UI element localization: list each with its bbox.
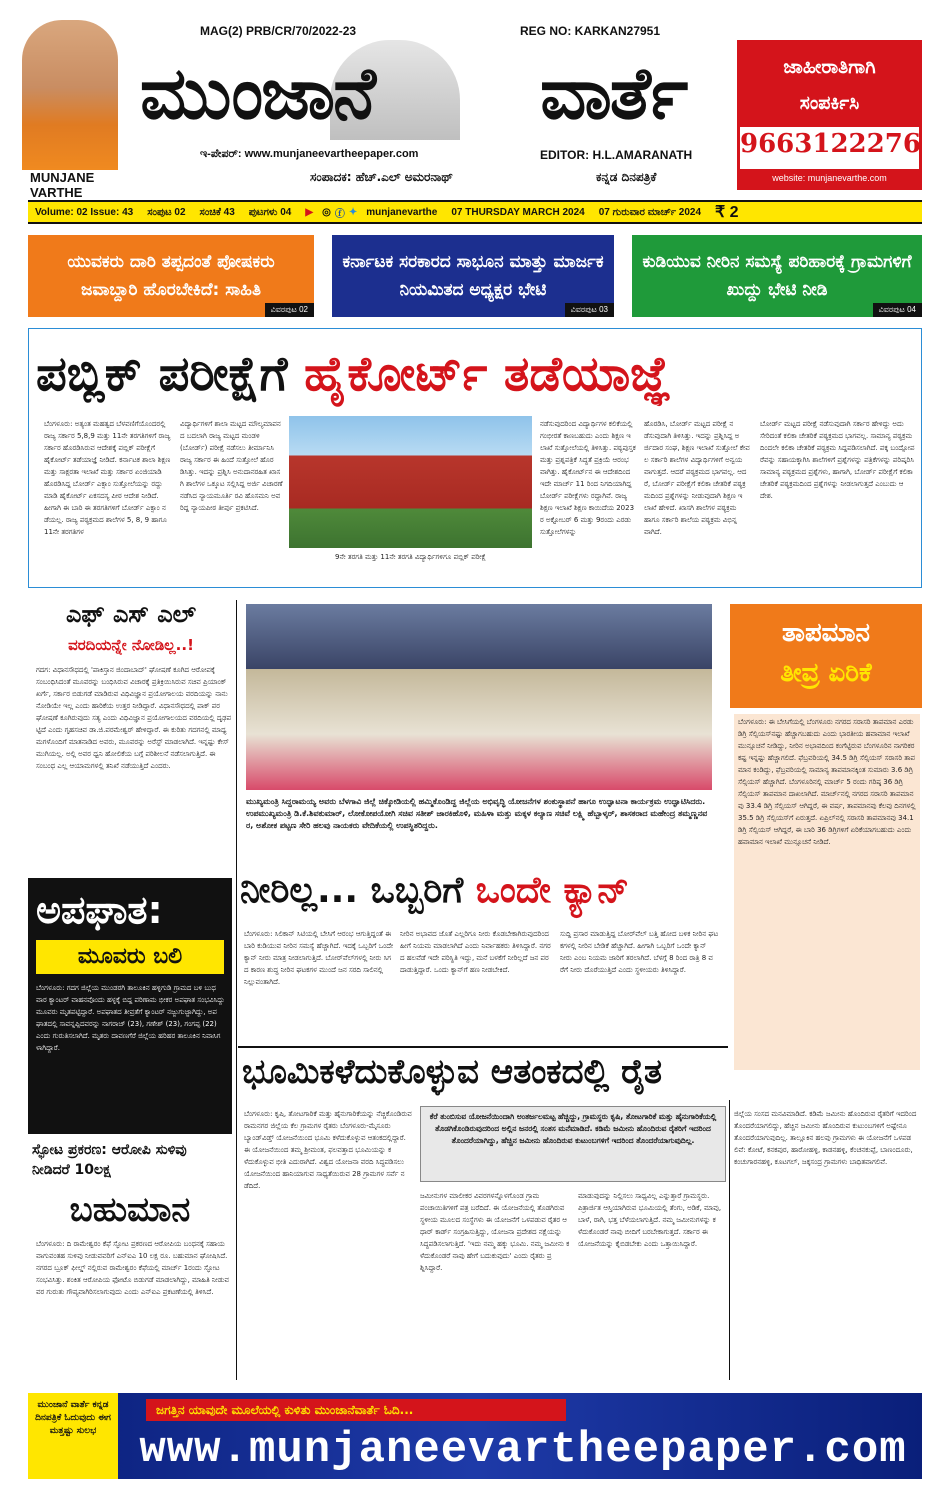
temperature-head2: ತೀವ್ರ ಏರಿಕೆ [780,658,872,688]
fsl-subhead: ವರದಿಯನ್ನೇ ನೋಡಿಲ್ಲ..! [68,636,194,654]
high-court-caption: 9ನೇ ತರಗತಿ ಮತ್ತು 11ನೇ ತರಗತಿ ವಿದ್ಯಾರ್ಥಿಗಳಿಗೂ ಪಬ್ಲಿಕ್ ಪರೀಕ್ಷೆ [335,553,486,561]
land-col-2: ಜಮೀನುಗಳ ಮಾಲೀಕರ ವಿವರಗಳನ್ನೊಳಗೊಂಡ ಗ್ರಾಮ ಪಂಚಾಯಿತಿಗಳಿಗೆ ಪತ್ರ ಬರೆದಿದೆ. ಈ ಯೋಜನೆಯಲ್ಲಿ ತೊಡಗಿರುವ ಸ್ಥಳೀಯ ಮೂಲದ ಸಂಸ್ಥೆಗಳು ಈ ಯೋಜನೆಗೆ ಒಳಪಡುವ ರೈತರ ಆಧಾರ್ ಕಾರ್ಡ್ ಸಂಗ್ರಹಿಸುತ್ತಿದ್ದು, ಯೋಜನಾ ಪ್ರದೇಶದ ನಕ್ಷೆಯನ್ನು ಸಿದ್ಧಪಡಿಸಲಾಗುತ್ತಿದೆ. 'ಇದು ನಮ್ಮ ಹಕ್ಕು ಭೂಮಿ. ನಮ್ಮ ಜಮೀನು ಕಳೆದುಕೊಂಡರೆ ನಾವು ಹೇಗೆ ಬದುಕುವುದು' ಎಂದು ರೈತರು ಪ್ರಶ್ನಿಸಿದ್ದಾರೆ. [420,1192,570,1272]
land-headline: ಭೂಮಿಕಳೆದುಕೊಳ್ಳುವ ಆತಂಕದಲ್ಲಿ ರೈತ [242,1052,662,1092]
banner-left-note: ಮುಂಜಾನೆ ವಾರ್ತೆ ಕನ್ನಡ ದಿನಪತ್ರಿಕೆ ಓದುವುದು ಈಗ ಮತ್ತಷ್ಟು ಸುಲಭ [28,1393,118,1479]
pages: ಪುಟಗಳು 04 [248,206,292,218]
advert-title [740,43,919,127]
date-en: 07 THURSDAY MARCH 2024 [451,206,585,218]
teaser-3-text: ಕುಡಿಯುವ ನೀರಿನ ಸಮಸ್ಯೆ ಪರಿಹಾರಕ್ಕೆ ಗ್ರಾಮಗಳಿಗೆ ಖುದ್ದು ಭೇಟಿ ನೀಡಿ [642,252,912,300]
column-rule-right [729,1100,730,1380]
teaser-2[interactable] [332,235,614,317]
column-rule-left [236,600,237,1380]
water-col-3: ಸುದ್ದಿ ಪ್ರಸಾರ ಮಾಡುತ್ತಿದ್ದ ಬೋರ್‌ವೆಲ್ ಬತ್ತಿ ಹೋದ ಬಳಿಕ ನೀರಿನ ಘಟಕಗಳಲ್ಲಿ ನೀರಿನ ಬೇಡಿಕೆ ಹೆಚ್ಚಾಗಿದೆ. ಹೀಗಾಗಿ ಒಬ್ಬರಿಗೆ ಒಂದೇ ಕ್ಯಾನ್ ನೀರು ಎಂಬ ನಿಯಮ ಜಾರಿಗೆ ತರಲಾಗಿದೆ. ಬೆಳಗ್ಗೆ 8 ರಿಂದ ರಾತ್ರಿ 8 ವರೆಗೆ ನೀರು ದೊರೆಯುತ್ತಿದೆ ಎಂದು ಸ್ಥಳೀಯರು ತಿಳಿಸಿದ್ದಾರೆ. [560,930,719,974]
advert-website[interactable]: website: munjanevarthe.com [740,169,919,187]
samputa: ಸಂಪುಟ 02 [147,206,186,218]
editor-kn: ಸಂಪಾದಕ: ಹೆಚ್.ಎಲ್ ಅಮರನಾಥ್ [310,170,453,184]
daily-label: ಕನ್ನಡ ದಿನಪತ್ರಿಕೆ [596,170,657,184]
social-handle[interactable]: munjanevarthe [366,206,438,218]
price: ₹ 2 [715,204,739,221]
high-court-photo [289,416,532,548]
water-headline-black: ನೀರಿಲ್ಲ... ಒಬ್ಬರಿಗೆ [240,870,464,911]
teaser-1[interactable] [28,235,314,317]
accident-head2: ಮೂವರು ಬಲಿ [36,940,224,974]
lead-headline [36,346,916,403]
brand-name: MUNJANE VARTHE [30,170,95,200]
fsl-body: ಗದಗ: ವಿಧಾನಸೌಧದಲ್ಲಿ 'ಪಾಕಿಸ್ತಾನ ಜಿಂದಾಬಾದ್' ಘೋಷಣೆ ಕೂಗಿದ ಆರೋಪಕ್ಕೆ ಸಂಬಂಧಿಸಿದಂತೆ ಮೂವರನ್ನು ಬಂಧಿಸಿರುವ ವಿಚಾರಕ್ಕೆ ಪ್ರತಿಕ್ರಿಯಿಸಿರುವ ಸಚಿವ ಪ್ರಿಯಾಂಕ್ ಖರ್ಗೆ, ಸರ್ಕಾರ ಬಿಡುಗಡೆ ಮಾಡಿರುವ ವಿಧಿವಿಜ್ಞಾನ ಪ್ರಯೋಗಾಲಯ ವರದಿಯನ್ನು ನಾನು ನೋಡಿಯೇ ಇಲ್ಲ ಎಂದು ಹಾರಿಕೆಯ ಉತ್ತರ ನೀಡಿದ್ದಾರೆ. ವಿಧಾನಸೌಧದಲ್ಲಿ ಪಾಕ್ ಪರ ಘೋಷಣೆ ಕೂಗಿರುವುದು ಸತ್ಯ ಎಂದು ವಿಧಿವಿಜ್ಞಾನ ಪ್ರಯೋಗಾಲಯದ ವರದಿಯಲ್ಲಿ ದೃಢಪಟ್ಟಿದೆ ಎಂದು ಗೃಹಸಚಿವ ಡಾ.ಜಿ.ಪರಮೇಶ್ವರ್ ಹೇಳಿದ್ದಾರೆ. ಈ ಕುರಿತು ಗದಗನಲ್ಲಿ ಮಾಧ್ಯಮಗಳೊಂದಿಗೆ ಮಾತನಾಡಿದ ಅವರು, ಮೂವರನ್ನು ಅರೆಸ್ಟ್ ಮಾಡಲಾಗಿದೆ. ಇನ್ನಷ್ಟು ಕೇಸ್ ಮುಗಿಯಲ್ಲ. ಅಲ್ಲಿ ಅವರ ಧ್ವನಿ ಹೋಲಿಕೆಯ ಬಗ್ಗೆ ಪರಿಶೀಲನೆ ನಡೆಸಲಾಗುತ್ತಿದೆ. ಈ ಸಂಬಂಧ ಎಲ್ಲ ಆಯಾಮಗಳಲ್ಲಿ ತನಿಖೆ ನಡೆಯುತ್ತಿದೆ ಎಂದರು. [36,666,232,770]
temperature-header [730,604,922,708]
issue-info-bar [28,200,922,224]
banner-url[interactable]: www.munjaneevartheepaper.com [139,1425,907,1475]
lead-col-1: ಬೆಂಗಳೂರು: ಅತ್ಯಂತ ಮಹತ್ವದ ಬೆಳವಣಿಗೆಯೊಂದರಲ್ಲಿ ರಾಜ್ಯ ಸರ್ಕಾರ 5,8,9 ಮತ್ತು 11ನೇ ತರಗತಿಗಳಿಗೆ ರಾಜ್ಯ ಸರ್ಕಾರ ಹೊರಡಿಸಿರುವ ಆದೇಶಕ್ಕೆ ಪಬ್ಲಿಕ್ ಪರೀಕ್ಷೆಗೆ ಹೈಕೋರ್ಟ್ ತಡೆಯಾಜ್ಞೆ ನೀಡಿದೆ. ಕರ್ನಾಟಕ ಶಾಲಾ ಶಿಕ್ಷಣ ಮತ್ತು ಸಾಕ್ಷರತಾ ಇಲಾಖೆ ಮತ್ತು ಸರ್ಕಾರ ಏಂಜಿಯಾಡಿ ಹೊರಡಿಸಿದ್ದ ಬೋರ್ಡ್ ಎಕ್ಸಾಂ ಸುತ್ತೋಲೆಯನ್ನು ರದ್ದು ಮಾಡಿ ಹೈಕೋರ್ಟ್ ಏಕಸದಸ್ಯ ಪೀಠ ಆದೇಶ ನೀಡಿದೆ. ಹೀಗಾಗಿ ಈ ಬಾರಿ ಈ ತರಗತಿಗಳಿಗೆ ಬೋರ್ಡ್ ಎಕ್ಸಾಂ ನಡೆಯಲ್ಲ. ರಾಜ್ಯ ಪಠ್ಯಕ್ರಮದ ಶಾಲೆಗಳ 5, 8, 9 ಹಾಗೂ 11ನೇ ತರಗತಿಗಳ [44,420,171,536]
blast-body: ಬೆಂಗಳೂರು: ದಿ ರಾಮೇಶ್ವರಂ ಕೆಫೆ ಸ್ಫೋಟ ಪ್ರಕರಣದ ಆರೋಪಿಯ ಬಂಧನಕ್ಕೆ ಸಹಾಯವಾಗುವಂತಹ ಸುಳಿವು ನೀಡುವವರಿಗೆ ಎನ್ಐಎ 10 ಲಕ್ಷ ರೂ. ಬಹುಮಾನ ಘೋಷಿಸಿದೆ. ನಗರದ ಬ್ರೂಕ್ ಫೀಲ್ಡ್ ನಲ್ಲಿರುವ ರಾಮೇಶ್ವರಂ ಕೆಫೆಯಲ್ಲಿ ಮಾರ್ಚ್ 1ರಂದು ಸ್ಫೋಟ ಸಂಭವಿಸಿತ್ತು. ಶಂಕಿತ ಆರೋಪಿಯ ಫೋಟೊ ಬಿಡುಗಡೆ ಮಾಡಲಾಗಿದ್ದು, ಮಾಹಿತಿ ನೀಡುವವರ ಗುರುತು ಗೌಪ್ಯವಾಗಿರಿಸಲಾಗುವುದು ಎಂದು ಎನ್ಐಎ ಪ್ರಕಟಣೆಯಲ್ಲಿ ತಿಳಿಸಿದೆ. [36,1240,230,1296]
volume: Volume: 02 Issue: 43 [35,206,134,218]
sanchike: ಸಂಚಿಕೆ 43 [199,206,235,218]
logo-right: ವಾರ್ತೆ [540,51,687,135]
land-col-4: ಜಿಲ್ಲೆಯ ಸಂಸದ ಮನವಿಮಾಡಿದೆ. ಕಡಿಮೆ ಜಮೀನು ಹೊಂದಿರುವ ರೈತರಿಗೆ ಇದರಿಂದ ತೊಂದರೆಯಾಗಲಿದ್ದು, ಹೆಚ್ಚಿನ ಜಮೀನು ಹೊಂದಿರುವ ಕುಟುಂಬಗಳಿಗೆ ಅಷ್ಟೇನೂ ತೊಂದರೆಯಾಗುವುದಿಲ್ಲ. ತಾಲ್ಲೂಕಿನ ಹಲವು ಗ್ರಾಮಗಳು ಈ ಯೋಜನೆಗೆ ಒಳಪಡಲಿವೆ: ಕೋಟೆ, ಕನಕಪುರ, ಹಾರೋಹಳ್ಳಿ, ಕಾಡನಹಳ್ಳಿ, ಕೆಂಚನಕುಪ್ಪೆ, ಬಾಣಂದೂರು, ಕಂಚುಗಾರನಹಳ್ಳಿ, ಕೂಟಗಲ್, ಜಕ್ಕಸಂದ್ರ ಗ್ರಾಮಗಳು ಬಾಧಿತವಾಗಲಿವೆ. [734,1110,917,1166]
lead-col-2: ವಿದ್ಯಾರ್ಥಿಗಳಿಗೆ ಶಾಲಾ ಮಟ್ಟದ ಮೌಲ್ಯಮಾಪನದ ಬದಲಾಗಿ ರಾಜ್ಯ ಮಟ್ಟದ ಮಂಡಳಿ (ಬೋರ್ಡ್) ಪರೀಕ್ಷೆ ನಡೆಸಲು ತೀರ್ಮಾನಿಸಿ ರಾಜ್ಯ ಸರ್ಕಾರ ಈ ಹಿಂದೆ ಸುತ್ತೋಲೆ ಹೊರಡಿಸಿತ್ತು. ಇದನ್ನು ಪ್ರಶ್ನಿಸಿ ಅನುದಾನರಹಿತ ಖಾಸಗಿ ಶಾಲೆಗಳ ಒಕ್ಕೂಟ ಸಲ್ಲಿಸಿದ್ದ ಅರ್ಜಿ ವಿಚಾರಣೆ ನಡೆಸಿದ ನ್ಯಾಯಮೂರ್ತಿ ರವಿ ಹೊಸಮನಿ ಅವರಿದ್ದ ನ್ಯಾಯಪೀಠ ತೀರ್ಪು ಪ್ರಕಟಿಸಿದೆ. [180,420,283,512]
teaser-3[interactable] [632,235,922,317]
epaper-link[interactable]: ಇ-ಪೇಪರ್: www.munjaneevartheepaper.com [200,148,419,160]
lead-headline-red: ಹೈಕೋರ್ಟ್ ತಡೆಯಾಜ್ಞೆ [304,346,672,402]
advert-phone[interactable]: 9663122276 [740,129,921,159]
logo-left: ಮುಂಜಾನೆ [140,51,374,135]
water-col-1: ಬೆಂಗಳೂರು: ಸಿಲಿಕಾನ್ ಸಿಟಿಯಲ್ಲಿ ಬೇಸಿಗೆ ಆರಂಭ ಆಗುತ್ತಿದ್ದಂತೆ ಈ ಬಾರಿ ಕುಡಿಯುವ ನೀರಿನ ಸಮಸ್ಯೆ ಹೆಚ್ಚಾಗಿದೆ. ಇದಕ್ಕೆ ಒಬ್ಬರಿಗೆ ಒಂದೇ ಕ್ಯಾನ್ ನೀರು ಮಾತ್ರ ನೀಡಲಾಗುತ್ತಿದೆ. ಬೋರ್‌ವೆಲ್‌ಗಳಲ್ಲಿ ನೀರು ಸಿಗದ ಕಾರಣ ಶುದ್ಧ ನೀರಿನ ಘಟಕಗಳ ಮುಂದೆ ಜನ ಸರದಿ ಸಾಲಿನಲ್ಲಿ ನಿಲ್ಲುವಂತಾಗಿದೆ. [244,930,394,986]
lead-col-3: ನಡೆಸುವುದರಿಂದ ವಿದ್ಯಾರ್ಥಿಗಳ ಕಲಿಕೆಯಲ್ಲಿ ಗಂಭೀರತೆ ಕಾಣಬಹುದು ಎಂದು ಶಿಕ್ಷಣ ಇಲಾಖೆ ಸುತ್ತೋಲೆಯಲ್ಲಿ ತಿಳಿಸಿತ್ತು. ಪಠ್ಯಪುಸ್ತಕ ಮತ್ತು ಪ್ರಶ್ನಪತ್ರಿಕೆ ಸಿದ್ಧತೆ ಪ್ರಕ್ರಿಯೆ ಆರಂಭವಾಗಿತ್ತು. ಹೈಕೋರ್ಟ್‌ನ ಈ ಆದೇಶದಿಂದ ಇದೇ ಮಾರ್ಚ್ 11 ರಿಂದ ನಿಗದಿಯಾಗಿದ್ದ ಬೋರ್ಡ್ ಪರೀಕ್ಷೆಗಳು ರದ್ದಾಗಿವೆ. ರಾಜ್ಯ ಶಿಕ್ಷಣ ಇಲಾಖೆ ಶಿಕ್ಷಣ ಕಾಯಿದೆಯ 2023ರ ಅಕ್ಟೋಬರ್ 6 ಮತ್ತು 9ರಂದು ಎರಡು ಸುತ್ತೋಲೆಗಳನ್ನು [540,420,636,536]
reg-left: MAG(2) PRB/CR/70/2022-23 [200,24,357,38]
cm-event-photo [246,604,712,790]
teaser-3-tag: ವಿವರಪುಟ 04 [873,303,922,317]
epaper-banner[interactable] [28,1393,922,1479]
masthead [0,0,945,200]
reg-right: REG NO: KARKAN27951 [520,24,661,38]
instagram-icon[interactable]: ◎ [322,206,331,218]
accident-box [28,878,232,1134]
land-col-3: ಮಾಡುವುದನ್ನು ನಿಲ್ಲಿಸಲು ಸಾಧ್ಯವಿಲ್ಲ ಎನ್ನುತ್ತಾರೆ ಗ್ರಾಮಸ್ಥರು. ಪಿತ್ರಾರ್ಜಿತ ಆಸ್ತಿಯಾಗಿರುವ ಭೂಮಿಯಲ್ಲಿ ತೆಂಗು, ಅಡಿಕೆ, ಮಾವು, ಬಾಳೆ, ರಾಗಿ, ಭತ್ತ ಬೆಳೆಯಲಾಗುತ್ತಿದೆ. ನಮ್ಮ ಜಮೀನುಗಳನ್ನು ಕಳೆದುಕೊಂಡರೆ ನಾವು ಬೀದಿಗೆ ಬರಬೇಕಾಗುತ್ತದೆ. ಸರ್ಕಾರ ಈ ಯೋಜನೆಯನ್ನು ಕೈಬಿಡಬೇಕು ಎಂದು ಒತ್ತಾಯಿಸಿದ್ದಾರೆ. [578,1192,722,1248]
date-kn: 07 ಗುರುವಾರ ಮಾರ್ಚ್ 2024 [598,206,702,218]
temperature-body: ಬೆಂಗಳೂರು: ಈ ಬೇಸಿಗೆಯಲ್ಲಿ ಬೆಂಗಳೂರು ನಗರದ ಸರಾಸರಿ ತಾಪಮಾನ ಎರಡು ಡಿಗ್ರಿ ಸೆಲ್ಸಿಯಸ್‌ನಷ್ಟು ಹೆಚ್ಚಾಗಬಹುದು ಎಂದು ಭಾರತೀಯ ಹವಾಮಾನ ಇಲಾಖೆ ಮುನ್ಸೂಚನೆ ನೀಡಿದ್ದು, ನೀರಿನ ಅಭಾವದಿಂದ ಕಂಗೆಟ್ಟಿರುವ ಬೆಂಗಳೂರಿನ ನಾಗರಿಕರ ಕಷ್ಟ ಇನ್ನಷ್ಟು ಹೆಚ್ಚಾಗಲಿದೆ. ಫೆಬ್ರವರಿಯಲ್ಲಿ 34.5 ಡಿಗ್ರಿ ಸೆಲ್ಸಿಯಸ್ ಸರಾಸರಿ ತಾಪಮಾನ ಕಂಡಿದ್ದು, ಫೆಬ್ರವರಿಯಲ್ಲಿ ಸಾಮಾನ್ಯ ತಾಪಮಾನಕ್ಕಿಂತ ಸುಮಾರು 3.6 ಡಿಗ್ರಿ ಸೆಲ್ಸಿಯಸ್ ಹೆಚ್ಚಾಗಿದೆ. ಬೆಂಗಳೂರಿನಲ್ಲಿ ಮಾರ್ಚ್ 5 ರಂದು ಗರಿಷ್ಠ 36 ಡಿಗ್ರಿ ಸೆಲ್ಸಿಯಸ್ ತಾಪಮಾನ ದಾಖಲಾಗಿದೆ. ಮಾರ್ಚ್‌ನಲ್ಲಿ ನಗರದ ಸರಾಸರಿ ತಾಪಮಾನವು 33.4 ಡಿಗ್ರಿ ಸೆಲ್ಸಿಯಸ್ ಆಗಿದ್ದರೆ, ಈ ವರ್ಷ, ತಾಪಮಾನವು ಕೆಲವು ದಿನಗಳಲ್ಲಿ 35.5 ಡಿಗ್ರಿ ಸೆಲ್ಸಿಯಸ್‌ಗೆ ಏರುತ್ತದೆ. ಏಪ್ರಿಲ್‌ನಲ್ಲಿ ಸರಾಸರಿ ತಾಪಮಾನವು 34.1 ಡಿಗ್ರಿ ಸೆಲ್ಸಿಯಸ್ ಆಗಿದ್ದರೆ, ಈ ಬಾರಿ 36 ಡಿಗ್ರಿಗಳಿಗೆ ಏರಿಕೆಯಾಗಬಹುದು ಎಂದು ಹವಾಮಾನ ಇಲಾಖೆ ಮುನ್ಸೂಚನೆ ನೀಡಿದೆ. [734,714,920,1070]
water-col-2: ನೀರಿನ ಅಭಾವದ ಜೊತೆ ಎಲ್ಲರಿಗೂ ನೀರು ಕೊಡಬೇಕಾಗಿರುವುದರಿಂದ ಹೀಗೆ ನಿಯಮ ಮಾಡಲಾಗಿದೆ ಎಂದು ನಿರ್ವಾಹಕರು ತಿಳಿಸಿದ್ದಾರೆ. ನಗರದ ಹಲವೆಡೆ ಇದೇ ಪರಿಸ್ಥಿತಿ ಇದ್ದು, ಮನೆ ಬಳಕೆಗೆ ನೀರಿಲ್ಲದೆ ಜನ ಪರದಾಡುತ್ತಿದ್ದಾರೆ. ಒಂದು ಕ್ಯಾನ್‌ಗೆ ಹಣ ನೀಡಬೇಕಿದೆ. [400,930,551,974]
water-headline-red: ಒಂದೇ ಕ್ಯಾನ್ [475,870,630,911]
lead-col-5: ಬೋರ್ಡ್ ಮಟ್ಟದ ಪರೀಕ್ಷೆ ನಡೆಸುವುದಾಗಿ ಸರ್ಕಾರ ಹೇಳಿದ್ದು ಅದು ಸೇರಿದಂತೆ ಕಲಿಕಾ ಚೇತರಿಕೆ ಪಠ್ಯಕ್ರಮದ ಭಾಗವಲ್ಲ. ಸಾಮಾನ್ಯ ಪಠ್ಯಕ್ರಮದಿಂದಲೇ ಕಲಿಕಾ ಚೇತರಿಕೆ ಪಠ್ಯಕ್ರಮ ಸಿದ್ದಪಡಿಸಲಾಗಿದೆ. ಪಕ್ಕ ಬಂದ್ಪೋಪರೆವನ್ನು ಸಹಾಯಕ್ಕಾಗಿಸಿ ಶಾಲೆಗಳಿಗೆ ಪ್ರಶ್ನೆಗಳನ್ನು ಪತ್ರಿಕೆಗಳನ್ನು ಪರಿಷ್ಕರಿಸಿ ಸಾಮಾನ್ಯ ಪಠ್ಯಕ್ರಮದ ಪ್ರಶ್ನೆಗಳು, ಹಾಗಾಗಿ, ಬೋರ್ಡ್ ಪರೀಕ್ಷೆಗೆ ಕಲಿಕಾ ಚೇತರಿಕೆ ಪಠ್ಯಕ್ರಮದಿಂದ ಪ್ರಶ್ನೆಗಳನ್ನು ನೀಡಲಾಗುತ್ತದೆ ಎಂಬುದು ಆದೇಶ. [760,420,915,500]
editor-en: EDITOR: H.L.AMARANATH [540,148,693,162]
guru-photo [22,20,118,170]
blast-head2: ಬಹುಮಾನ [69,1190,191,1230]
teaser-2-tag: ವಿವರಪುಟ 03 [565,303,614,317]
blast-head1: ಸ್ಫೋಟ ಪ್ರಕರಣ: ಆರೋಪಿ ಸುಳಿವು ನೀಡಿದರೆ 10ಲಕ್ಷ [32,1142,187,1178]
advert-line2: ಸಂಪರ್ಕಿಸಿ [799,92,860,114]
youtube-icon[interactable]: ▶ [305,206,314,218]
advert-line1: ಜಾಹೀರಾತಿಗಾಗಿ [783,56,876,78]
accident-head1: ಅಪಘಾತ: [36,888,163,932]
temperature-head1: ತಾಪಮಾನ [782,618,870,648]
facebook-icon[interactable]: ⓕ [334,208,345,220]
water-headline [240,870,724,912]
accident-body: ಬೆಂಗಳೂರು: ಗದಗ ಜಿಲ್ಲೆಯ ಮುಂಡರಗಿ ತಾಲೂಕಿನ ಹಳ್ಳಿಗುಡಿ ಗ್ರಾಮದ ಬಳಿ ಬುಧವಾರ ಕ್ಯಾಂಟರ್ ವಾಹನವೊಂದು ಹಳ್ಳಕ್ಕೆ ಬಿದ್ದ ಪರಿಣಾಮ ಭೀಕರ ಅಪಘಾತ ಸಂಭವಿಸಿದ್ದು ಮೂವರು ಮೃತಪಟ್ಟಿದ್ದಾರೆ. ಅಪಘಾತದ ತೀವ್ರತೆಗೆ ಕ್ಯಾಂಟರ್ ನಜ್ಜುಗುಜ್ಜಾಗಿದ್ದು, ಅಪಘಾತದಲ್ಲಿ ಸಾವನ್ನಪ್ಪಿದವರನ್ನು ನಾಗರಾಜ್ (23), ಗಣೇಶ್ (23), ಗಂಗಪ್ಪ (22) ಎಂದು ಗುರುತಿಸಲಾಗಿದೆ. ಮೃತರು ದಾವಣಗೆರೆ ಜಿಲ್ಲೆಯ ಹರಿಹರ ತಾಲೂಕಿನ ನಿವಾಸಿಗಳಾಗಿದ್ದಾರೆ. [36,984,225,1052]
twitter-icon[interactable]: ✦ [348,206,358,218]
land-col-1: ಬೆಂಗಳೂರು: ಕೃಷಿ, ತೋಟಗಾರಿಕೆ ಮತ್ತು ಹೈನುಗಾರಿಕೆಯನ್ನು ನೆಚ್ಚಿಕೊಂಡಿರುವ ರಾಮನಗರ ಜಿಲ್ಲೆಯ ಕೆಲ ಗ್ರಾಮಗಳ ರೈತರು ಬೆಂಗಳೂರು-ಮೈಸೂರು ಬ್ಯಾಂಡ್‌ವಿಡ್ತ್ ಯೋಜನೆಯಿಂದ ಭೂಮಿ ಕಳೆದುಕೊಳ್ಳುವ ಆತಂಕದಲ್ಲಿದ್ದಾರೆ. ಈ ಯೋಜನೆಯಿಂದ ತಮ್ಮ ಶ್ರೀಮಂತ, ಫಲವತ್ತಾದ ಭೂಮಿಯನ್ನು ಕಳೆದುಕೊಳ್ಳುವ ಭೀತಿ ಎದುರಾಗಿದೆ. ವಿಶ್ವದ ಯೋಜನಾ ವರದಿ ಸಿದ್ಧಪಡಿಸಲು ಯೋಜನೆಯಿಂದ ಹಾನಿಯಾಗುವ ಸಾಧ್ಯತೆಯಿರುವ 28 ಗ್ರಾಮಗಳ ಸರ್ವೆ ನಡೆದಿದೆ. [244,1110,412,1190]
divider [238,1046,728,1048]
lead-col-4: ಹೊರಡಿಸಿ, ಬೋರ್ಡ್ ಮಟ್ಟದ ಪರೀಕ್ಷೆ ನಡೆಸುವುದಾಗಿ ತಿಳಿಸಿತ್ತು. ಇದನ್ನು ಪ್ರಶ್ನಿಸಿದ್ದ ಅರ್ಜಿದಾರ ಸಂಘ, ಶಿಕ್ಷಣ ಇಲಾಖೆ ಸುತ್ತೋಲೆ ಕೇವಲ ಸರ್ಕಾರಿ ಶಾಲೆಗಳ ವಿದ್ಯಾರ್ಥಿಗಳಿಗೆ ಅನ್ವಯವಾಗುತ್ತದೆ. ಆದರೆ ಪಠ್ಯಕ್ರಮದ ಭಾಗವಲ್ಲ. ಆದರೆ, ಬೋರ್ಡ್ ಪರೀಕ್ಷೆಗೆ ಕಲಿಕಾ ಚೇತರಿಕೆ ಪಠ್ಯಕ್ರಮದಿಂದ ಪ್ರಶ್ನೆಗಳನ್ನು ನೀಡುವುದಾಗಿ ಶಿಕ್ಷಣ ಇಲಾಖೆ ಹೇಳಿದೆ. ಖಾಸಗಿ ಶಾಲೆಗಳ ಪಠ್ಯಕ್ರಮ ಹಾಗೂ ಸರ್ಕಾರಿ ಶಾಲೆಯ ಪಠ್ಯಕ್ರಮ ವಿಭಿನ್ನವಾಗಿದೆ. [644,420,750,536]
banner-tagline: ಜಗತ್ತಿನ ಯಾವುದೇ ಮೂಲೆಯಲ್ಲಿ ಕುಳಿತು ಮುಂಜಾನೆವಾರ್ತೆ ಓದಿ... [146,1399,566,1421]
land-pull-quote: ಕೆರೆ ತುಂಬಿಸುವ ಯೋಜನೆಯಿಂದಾಗಿ ಅಂತರ್ಜಲಮಟ್ಟ ಹೆಚ್ಚಿದ್ದು, ಗ್ರಾಮಸ್ಥರು ಕೃಷಿ, ತೋಟಗಾರಿಕೆ ಮತ್ತು ಹೈನುಗಾರಿಕೆಯಲ್ಲಿ ತೊಡಗಿಕೊಂಡಿರುವುದರಿಂದ ಅಲ್ಲಿನ ಜನರಲ್ಲಿ ಸಂತಸ ಮನೆಮಾಡಿದೆ. ಕಡಿಮೆ ಜಮೀನು ಹೊಂದಿರುವ ರೈತರಿಗೆ ಇದರಿಂದ ತೊಂದರೆಯಾಗಿದ್ದು, ಹೆಚ್ಚಿನ ಜಮೀನು ಹೊಂದಿರುವ ಕುಟುಂಬಗಳಿಗೆ ಇದರಿಂದ ತೊಂದರೆಯಾಗುವುದಿಲ್ಲ. [420,1106,726,1182]
newspaper-logo [140,48,730,138]
fsl-headline: ಎಫ್ ಎಸ್ ಎಲ್ [66,600,196,628]
cm-event-caption: ಮುಖ್ಯಮಂತ್ರಿ ಸಿದ್ದರಾಮಯ್ಯ ಅವರು ಬೆಳಗಾವಿ ಜಿಲ್ಲೆ ಚಿಕ್ಕೋಡಿಯಲ್ಲಿ ಹಮ್ಮಿಕೊಂಡಿದ್ದ ಜಿಲ್ಲೆಯ ಅಭಿವೃದ್ಧಿ ಯೋಜನೆಗಳ ಶಂಕುಸ್ಥಾಪನೆ ಹಾಗೂ ಉದ್ಘಾಟನಾ ಕಾರ್ಯಕ್ರಮ ಉದ್ಘಾಟಿಸಿದರು. ಉಪಮುಖ್ಯಮಂತ್ರಿ ಡಿ.ಕೆ.ಶಿವಕುಮಾರ್, ಲೋಕೋಪಯೋಗಿ ಸಚಿವ ಸತೀಶ್ ಜಾರಕಿಹೊಳಿ, ಮಹಿಳಾ ಮತ್ತು ಮಕ್ಕಳ ಕಲ್ಯಾಣ ಸಚಿವೆ ಲಕ್ಷ್ಮಿ ಹೆಬ್ಬಾಳ್ಕರ್, ಶಾಸಕರಾದ ಮಹೇಂದ್ರ ತಮ್ಮಣ್ಣನವರ, ಅಶೋಕ ಪಟ್ಟಣ ಸೇರಿ ಹಲವು ನಾಯಕರು ವೇದಿಕೆಯಲ್ಲಿ ಉಪಸ್ಥಿತರಿದ್ದರು. [246,797,708,830]
teaser-2-text: ಕರ್ನಾಟಕ ಸರಕಾರದ ಸಾಭೂನ ಮಾತ್ತು ಮಾರ್ಜಕ ನಿಯಮಿತದ ಅಧ್ಯಕ್ಷರ ಭೇಟಿ [342,252,604,300]
teaser-1-text: ಯುವಕರು ದಾರಿ ತಪ್ಪದಂತೆ ಪೋಷಕರು ಜವಾಬ್ದಾರಿ ಹೊರಬೇಕಿದೆ: ಸಾಹಿತಿ [67,252,275,300]
lead-headline-black: ಪಬ್ಲಿಕ್ ಪರೀಕ್ಷೆಗೆ [36,346,288,402]
advert-box [737,40,922,190]
teaser-1-tag: ವಿವರಪುಟ 02 [265,303,314,317]
